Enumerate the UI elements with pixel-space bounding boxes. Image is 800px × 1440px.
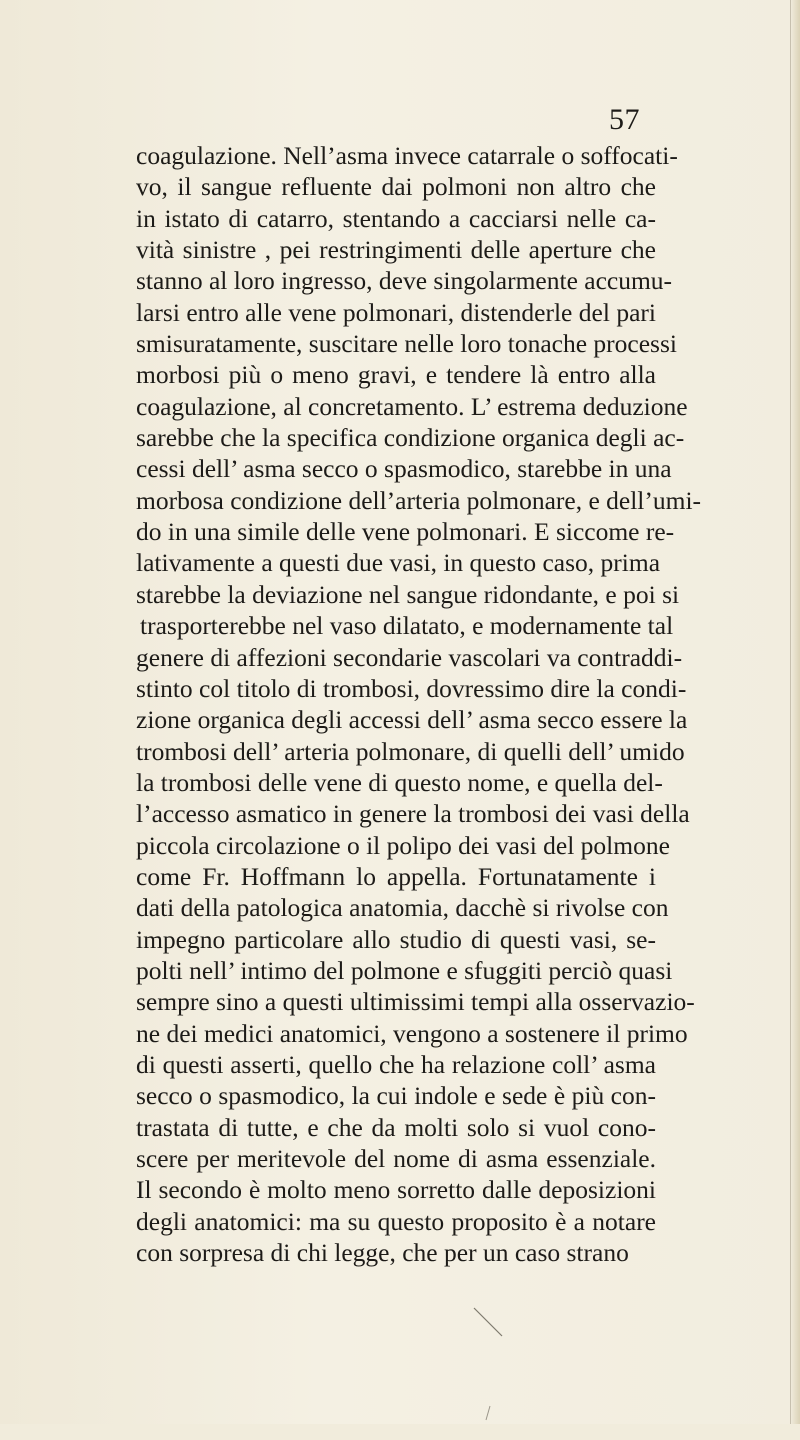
text-line: degli anatomici: ma su questo proposito è a notare	[136, 1206, 656, 1236]
text-line: do in una simile delle vene polmonari. E siccome re-	[136, 517, 675, 547]
text-line: coagulazione. Nell’asma invece catarrale o soffocati-	[136, 141, 678, 170]
text-line: con sorpresa di chi legge, che per un caso strano	[136, 1238, 629, 1268]
text-line: morbosa condizione dell’arteria polmonare, e dell’umi-	[136, 485, 702, 515]
page-edge-shading	[790, 0, 800, 1424]
text-line: l’accesso asmatico in genere la trombosi dei vasi della	[136, 799, 690, 829]
text-line: smisuratamente, suscitare nelle loro tonache processi	[136, 329, 677, 359]
text-line: la trombosi delle vene di questo nome, e quella del-	[136, 767, 663, 797]
text-line: come Fr. Hoffmann lo appella. Fortunatamente i	[136, 861, 656, 891]
text-line: larsi entro alle vene polmonari, distenderle del pari	[136, 297, 656, 327]
text-line: scere per meritevole del nome di asma essenziale.	[136, 1144, 656, 1173]
text-line: secco o spasmodico, la cui indole e sede è più con-	[136, 1081, 656, 1111]
text-line: sempre sino a questi ultimissimi tempi alla osservazio-	[136, 987, 695, 1017]
text-line: lativamente a questi due vasi, in questo caso, prima	[136, 548, 661, 578]
body-text	[136, 140, 702, 1268]
text-line: starebbe la deviazione nel sangue ridondante, e poi si	[136, 579, 680, 609]
text-line: polti nell’ intimo del polmone e sfuggiti perciò quasi	[136, 955, 673, 985]
text-line: coagulazione, al concretamento. L’ estrema deduzione	[136, 391, 688, 421]
text-line: stanno al loro ingresso, deve singolarmente accumu-	[136, 266, 673, 296]
text-line: vità sinistre , pei restringimenti delle aperture che	[136, 235, 656, 265]
text-line: di questi asserti, quello che ha relazione coll’ asma	[136, 1049, 656, 1079]
text-line: sarebbe che la specifica condizione organica degli ac-	[136, 423, 685, 453]
text-line: piccola circolazione o il polipo dei vasi del polmone	[136, 830, 670, 860]
text-line: genere di affezioni secondarie vascolari va contraddi-	[136, 642, 683, 672]
text-line: trastata di tutte, e che da molti solo si vuol cono-	[136, 1112, 656, 1142]
page-number: 57	[609, 103, 640, 136]
text-line: cessi dell’ asma secco o spasmodico, starebbe in una	[136, 454, 672, 484]
text-line: vo, il sangue refluente dai polmoni non altro che	[136, 172, 656, 202]
text-line: ne dei medici anatomici, vengono a sostenere il primo	[136, 1018, 688, 1048]
text-line: stinto col titolo di trombosi, dovressimo dire la condi-	[136, 673, 687, 703]
text-line: dati della patologica anatomia, dacchè si rivolse con	[136, 893, 669, 923]
text-line: trasporterebbe nel vaso dilatato, e modernamente tal	[140, 611, 674, 641]
text-line: morbosi più o meno gravi, e tendere là entro alla	[136, 360, 656, 390]
text-line: trombosi dell’ arteria polmonare, di quelli dell’ umido	[136, 736, 685, 766]
text-line: zione organica degli accessi dell’ asma secco essere la	[136, 705, 688, 735]
stray-pencil-mark	[470, 1300, 510, 1440]
text-line: impegno particolare allo studio di questi vasi, se-	[136, 924, 656, 954]
text-line: in istato di catarro, stentando a cacciarsi nelle ca-	[136, 203, 656, 233]
text-line: Il secondo è molto meno sorretto dalle deposizioni	[136, 1175, 656, 1205]
